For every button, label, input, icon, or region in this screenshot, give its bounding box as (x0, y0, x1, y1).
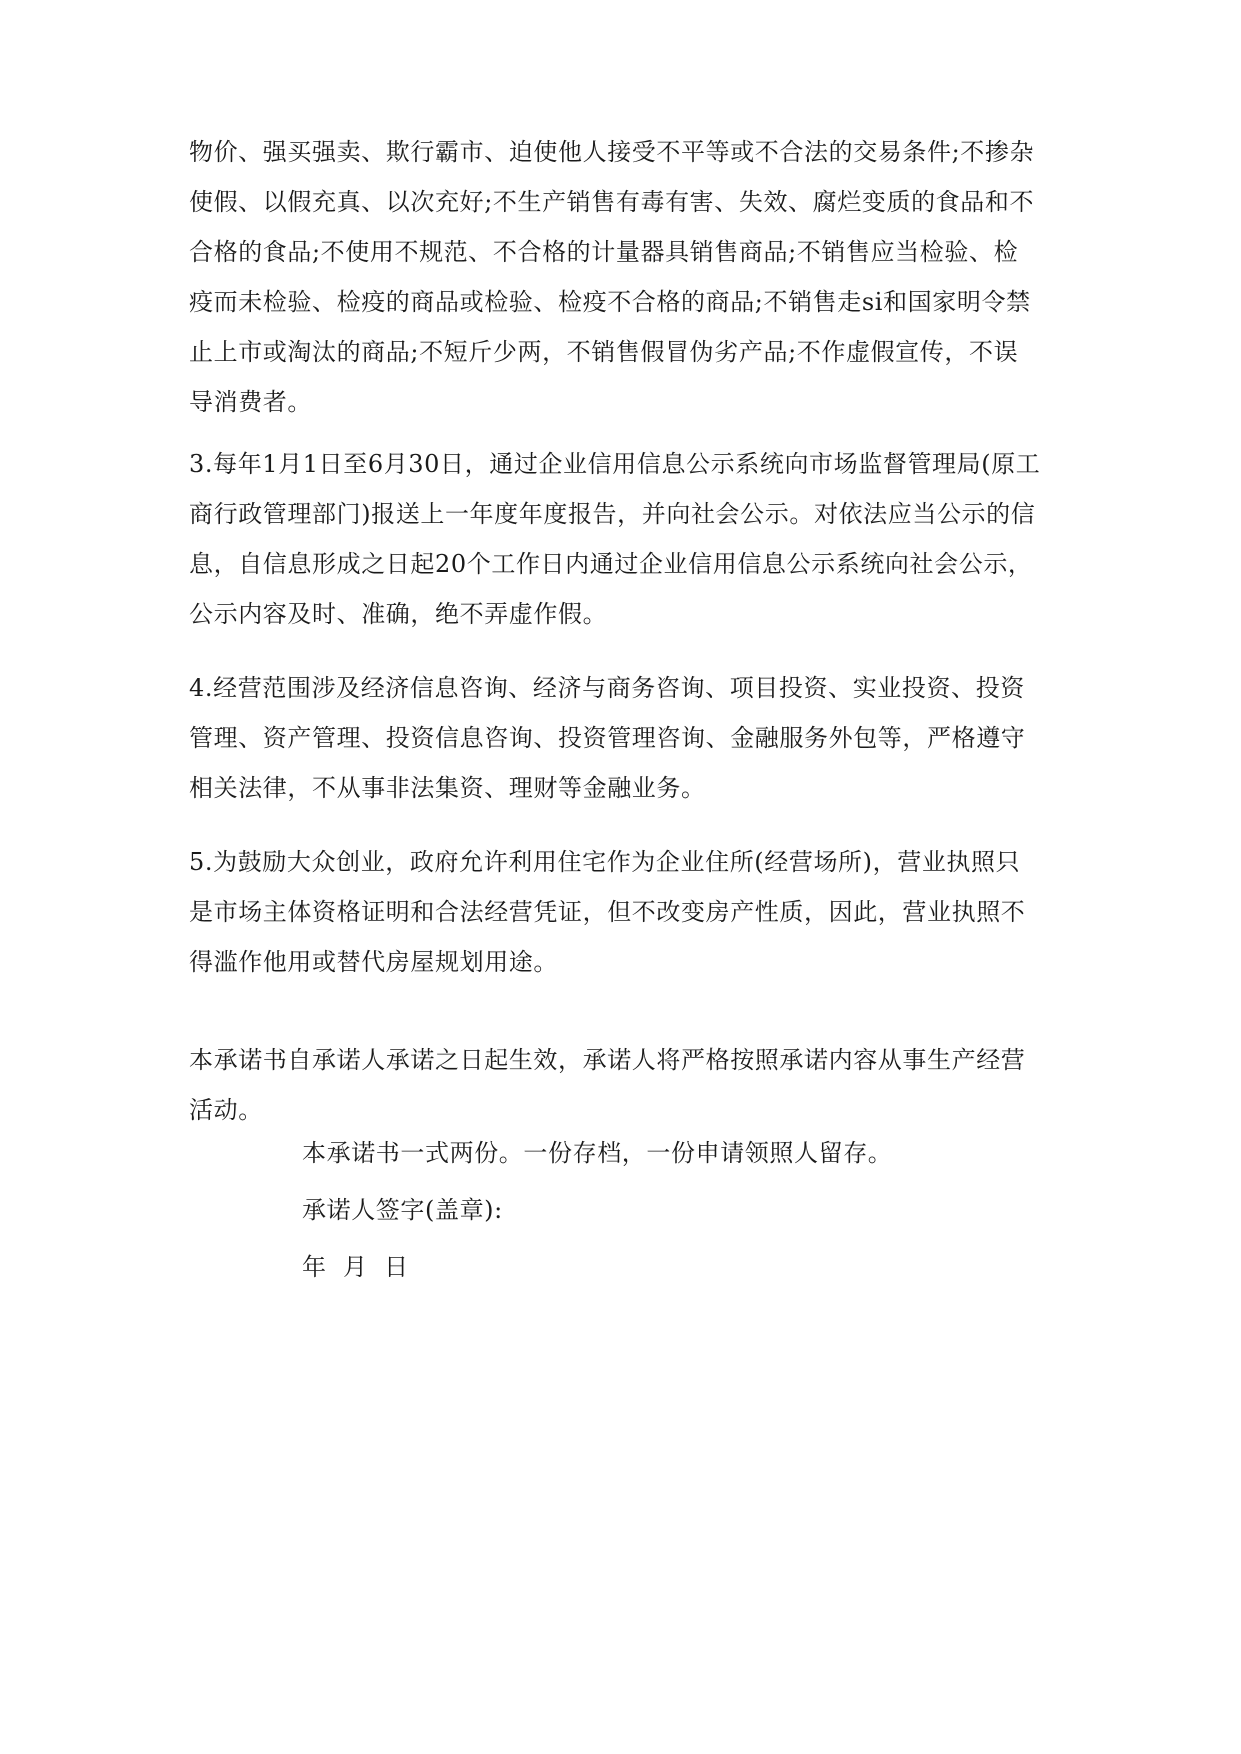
paragraph-effective: 本承诺书自承诺人承诺之日起生效，承诺人将严格按照承诺内容从事生产经营 活动。 (189, 1046, 1026, 1124)
copies-note: 本承诺书一式两份。一份存档，一份申请领照人留存。 (302, 1139, 893, 1167)
paragraph-item-3: 3.每年1月1日至6月30日，通过企业信用信息公示系统向市场监督管理局(原工 商行政管理部门)报送上一年度年度报告，并向社会公示。对依法应当公示的信 息，自信息形成之日起20个工作日内通过企业信用信息公示系统向社会公示， 公示内容及时、准确，绝不弄虚作假。 (189, 450, 1041, 628)
date-line: 年 月 日 (302, 1253, 409, 1281)
paragraph-item-4: 4.经营范围涉及经济信息咨询、经济与商务咨询、项目投资、实业投资、投资 管理、资产管理、投资信息咨询、投资管理咨询、金融服务外包等，严格遵守 相关法律，不从事非法集资、理财等金融业务。 (189, 674, 1026, 802)
paragraph-continuation: 物价、强买强卖、欺行霸市、迫使他人接受不平等或不合法的交易条件;不掺杂 使假、以假充真、以次充好;不生产销售有毒有害、失效、腐烂变质的食品和不 合格的食品;不使用不规范、不合格的计量器具销售商品;不销售应当检验、检 疫而未检验、检疫的商品或检验、检疫不合格的商品;不销售走si和国家明令禁 止上市或淘汰的商品;不短斤少两，不销售假冒伪劣产品;不作虚假宣传，不误 导消费者。 (189, 138, 1035, 416)
paragraph-item-5: 5.为鼓励大众创业，政府允许利用住宅作为企业住所(经营场所)，营业执照只 是市场主体资格证明和合法经营凭证，但不改变房产性质，因此，营业执照不 得滥作他用或替代房屋规划用途。 (189, 848, 1026, 976)
signature-label: 承诺人签字(盖章): (302, 1196, 503, 1224)
